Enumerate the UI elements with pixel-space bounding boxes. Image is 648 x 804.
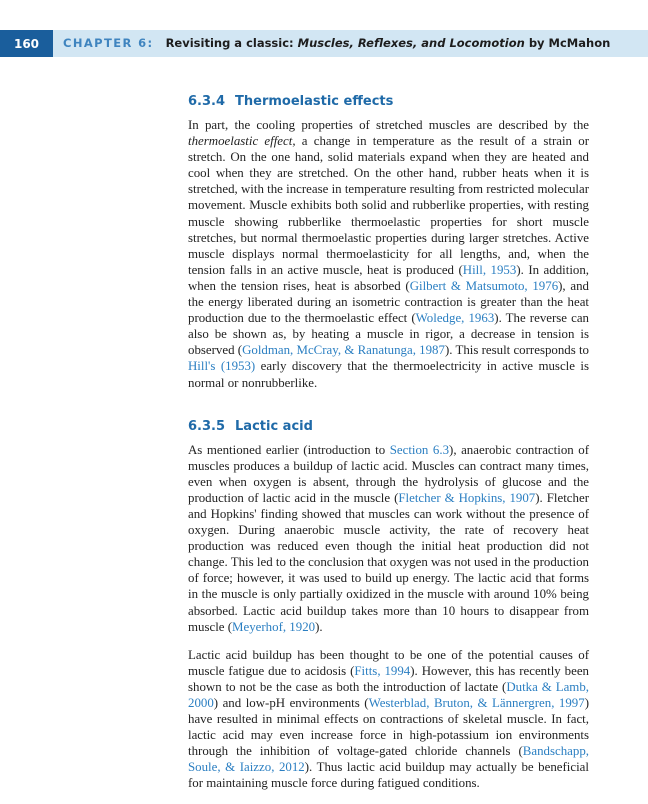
section-heading [188, 92, 589, 112]
citation-link[interactable]: Bandschapp, Soule, & Iaizzo, 2012 [188, 744, 589, 775]
page-number: 160 [0, 30, 53, 57]
section-number: 6.3.4 [188, 94, 226, 109]
citation-link[interactable]: Meyerhof, 1920 [232, 619, 316, 634]
paragraph: Lactic acid buildup has been thought to be one of the potential causes of muscle fatigue due to acidosis (Fitts, 1994). However, this has recently been shown to not be the case as both the introduction of lactate (Dutka & Lamb, 2000) and low-pH environments (Westerblad, Bruton, & Lännergren, 1997) have resulted in minimal effects on contractions of skeletal muscle. In fact, lactic acid may even increase force in high-potassium ion environments through the inhibition of voltage-gated chloride channels (Bandschapp, Soule, & Iaizzo, 2012). Thus lactic acid buildup may actually be beneficial for maintaining muscle force during fatigued conditions. [188, 647, 589, 791]
section-thermoelastic-effects [188, 92, 589, 391]
citation-link[interactable]: Dutka & Lamb, 2000 [188, 679, 589, 710]
citation-link[interactable]: Hill's (1953) [188, 359, 256, 374]
citation-link[interactable]: Fletcher & Hopkins, 1907 [398, 490, 536, 505]
citation-link[interactable]: Fitts, 1994 [354, 663, 411, 678]
italic-term: thermoelastic effect, [188, 134, 296, 149]
citation-link[interactable]: Gilbert & Matsumoto, 1976 [409, 278, 559, 293]
citation-link[interactable]: Section 6.3 [389, 442, 450, 457]
book-title-suffix: by McMahon [524, 36, 611, 50]
chapter-label: CHAPTER 6: [63, 36, 154, 50]
book-title-italic: Muscles, Reflexes, and Locomotion [297, 36, 525, 50]
section-title: Lactic acid [235, 418, 313, 434]
running-header [0, 30, 648, 57]
section-number: 6.3.5 [188, 418, 226, 434]
section-title: Thermoelastic effects [235, 94, 394, 109]
running-head-title [63, 30, 610, 57]
section-lactic-acid [188, 417, 589, 792]
section-heading [188, 417, 589, 437]
citation-link[interactable]: Westerblad, Bruton, & Lännergren, 1997 [368, 696, 585, 710]
citation-link[interactable]: Goldman, McCray, & Ranatunga, 1987 [242, 343, 445, 358]
citation-link[interactable]: Hill, 1953 [462, 262, 517, 277]
paragraph: In part, the cooling properties of stretched muscles are described by the thermoelastic effect, a change in temperature as the result of a strain or stretch. On the one hand, solid materials expand when they are heated and cool when they are stretched. On the other hand, rubber heats when it is stretched, with the increase in temperature resulting from restricted molecular movement. Muscle exhibits both solid and rubberlike properties, with resting muscle showing rubberlike thermoelastic properties for short muscle stretches, but normal thermoelastic properties during larger stretches. Active muscle displays normal thermoelasticity for all lengths, and, when the tension falls in an active muscle, heat is produced (Hill, 1953). In addition, when the tension rises, heat is absorbed (Gilbert & Matsumoto, 1976), and the energy liberated during an isometric contraction is greater than the heat production due to the thermoelastic effect (Woledge, 1963). The reverse can also be shown as, by heating a muscle in rigor, a decrease in tension is observed (Goldman, McCray, & Ranatunga, 1987). This result corresponds to Hill's (1953) early discovery that the thermoelectricity in active muscle is normal or nonrubberlike. [188, 118, 590, 390]
book-title-prefix: Revisiting a classic: [165, 36, 298, 50]
citation-link[interactable]: Woledge, 1963 [415, 311, 495, 326]
page-body [188, 92, 589, 804]
paragraph: As mentioned earlier (introduction to Section 6.3), anaerobic contraction of muscles produces a buildup of lactic acid. Muscles can contract many times, even when oxygen is absent, through the hydrolysis of glucose and the production of lactic acid in the muscle (Fletcher & Hopkins, 1907). Fletcher and Hopkins' finding showed that muscles can work without the presence of oxygen. During anaerobic muscle activity, the rate of recovery heat production was reduced even though the initial heat production did not change. This led to the conclusion that oxygen was not used in the production of force; however, it was used to build up energy. The lactic acid that forms in the muscle is only partially oxidized in the muscle with around 10% being absorbed. Lactic acid buildup takes more than 10 hours to disappear from muscle (Meyerhof, 1920). [188, 442, 589, 634]
